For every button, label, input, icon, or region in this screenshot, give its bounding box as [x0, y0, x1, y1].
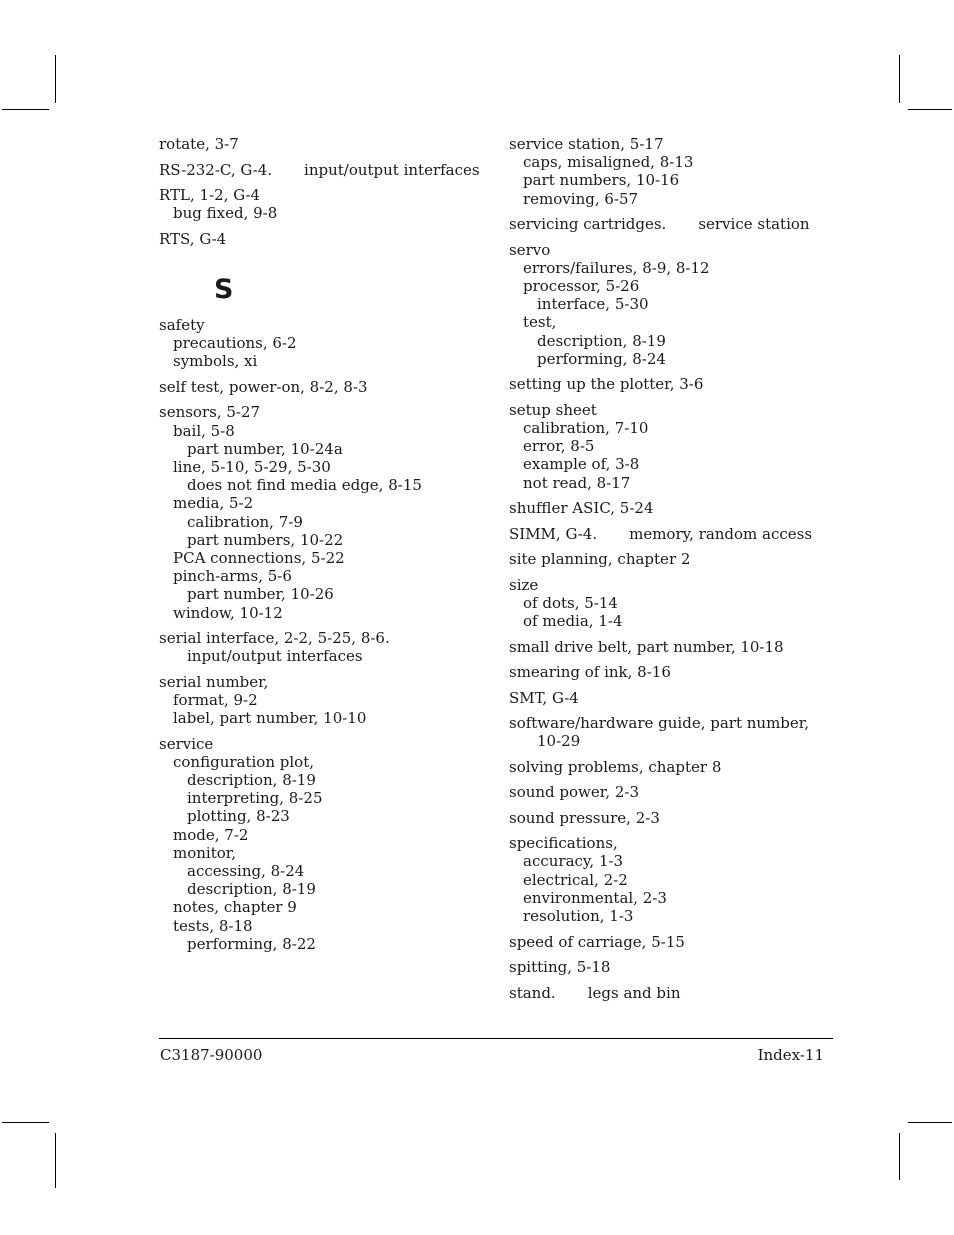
see-reference: legs and bin: [587, 983, 681, 1002]
index-term-text: part number, 10-24a: [187, 439, 343, 458]
index-term-text: solving problems, chapter 8: [509, 757, 722, 776]
index-subterm: [509, 889, 839, 907]
index-term-text: environmental, 2-3: [523, 888, 667, 907]
index-term-text: serial number,: [159, 672, 269, 691]
index-subterm: [509, 907, 839, 925]
index-term: [509, 663, 839, 681]
index-subterm: [159, 204, 489, 222]
index-subterm: [159, 531, 489, 549]
index-term: [159, 161, 489, 179]
index-subterm: [159, 862, 489, 880]
index-subterm: [509, 612, 839, 630]
index-entry: [509, 215, 839, 233]
index-subterm: [159, 647, 489, 665]
index-subterm: [509, 871, 839, 889]
index-term-text: part number, 10-26: [187, 585, 334, 604]
index-entry: [509, 758, 839, 776]
index-term-text: media, 5-2: [173, 494, 254, 513]
index-term-text: format, 9-2: [173, 690, 258, 709]
index-term-text: size: [509, 575, 539, 594]
index-subterm: [509, 350, 839, 368]
index-term-text: notes, chapter 9: [173, 898, 297, 917]
index-term-text: input/output interfaces: [187, 647, 363, 666]
index-subterm: [159, 352, 489, 370]
index-entry: [159, 161, 489, 179]
index-term: [509, 576, 839, 594]
index-entry: [509, 714, 839, 750]
index-subterm: [509, 455, 839, 473]
index-term-text: tests, 8-18: [173, 916, 253, 935]
index-term-text: pinch-arms, 5-6: [173, 567, 292, 586]
index-subterm: [159, 513, 489, 531]
index-entry: [509, 576, 839, 631]
index-subterm: [159, 691, 489, 709]
index-entry: [159, 673, 489, 728]
index-term-text: resolution, 1-3: [523, 907, 634, 926]
index-term: [509, 499, 839, 517]
crop-mark-top-right-h: [908, 109, 952, 110]
index-subterm: [509, 437, 839, 455]
index-subterm: [159, 549, 489, 567]
index-term-text: example of, 3-8: [523, 455, 640, 474]
index-term: [509, 834, 839, 852]
index-term: [509, 933, 839, 951]
index-term: [509, 638, 839, 656]
index-subterm: [159, 604, 489, 622]
index-entry: [509, 499, 839, 517]
index-term-text: self test, power-on, 8-2, 8-3: [159, 377, 368, 396]
index-term: [159, 735, 489, 753]
index-entry: [509, 834, 839, 925]
index-entry: [509, 135, 839, 208]
index-term-text: label, part number, 10-10: [173, 709, 367, 728]
index-term-text: description, 8-19: [187, 771, 316, 790]
index-term-text: bug fixed, 9-8: [173, 204, 278, 223]
index-term-text: window, 10-12: [173, 603, 283, 622]
crop-mark-top-left-v: [55, 55, 56, 103]
see-reference: memory, random access: [629, 524, 813, 543]
index-term: [159, 673, 489, 691]
index-term-text: configuration plot,: [173, 752, 314, 771]
index-term: [159, 403, 489, 421]
index-term-text: sound pressure, 2-3: [509, 808, 660, 827]
index-subterm: [159, 458, 489, 476]
index-term: [509, 689, 839, 707]
index-term: [509, 783, 839, 801]
index-subterm: [509, 259, 839, 277]
index-subterm: [509, 852, 839, 870]
index-subterm: [159, 422, 489, 440]
index-subterm: [509, 153, 839, 171]
index-subterm: [159, 771, 489, 789]
index-term-text: software/hardware guide, part number,: [509, 714, 810, 733]
index-term-text: part numbers, 10-22: [187, 530, 344, 549]
index-term-text: rotate, 3-7: [159, 135, 239, 153]
index-term-text: caps, misaligned, 8-13: [523, 153, 694, 172]
index-term-text: RTL, 1-2, G-4: [159, 186, 261, 204]
index-term-text: shuffler ASIC, 5-24: [509, 499, 654, 518]
crop-mark-bottom-left-v: [55, 1133, 56, 1188]
index-term-text: of media, 1-4: [523, 612, 623, 631]
index-term-text: speed of carriage, 5-15: [509, 932, 685, 951]
index-entry: [509, 550, 839, 568]
crop-mark-bottom-right-v: [899, 1133, 900, 1180]
see-reference: input/output interfaces: [304, 160, 480, 179]
index-subterm: [159, 826, 489, 844]
index-term-text: setting up the plotter, 3-6: [509, 375, 704, 394]
index-subterm: [159, 585, 489, 603]
index-term-text: does not find media edge, 8-15: [187, 476, 422, 495]
index-term: [509, 958, 839, 976]
index-term: [509, 135, 839, 153]
index-term: [159, 135, 489, 153]
index-entry: [159, 135, 489, 153]
index-term-text: smearing of ink, 8-16: [509, 663, 671, 682]
index-subterm: [159, 567, 489, 585]
index-subterm: [159, 807, 489, 825]
index-subterm: [159, 844, 489, 862]
index-term: [159, 316, 489, 334]
index-term: [509, 375, 839, 393]
index-entry: [159, 629, 489, 665]
index-subterm: [159, 753, 489, 771]
index-subterm: [159, 917, 489, 935]
index-term-text: bail, 5-8: [173, 421, 235, 440]
index-column-right: [509, 135, 839, 1009]
index-subterm: [509, 419, 839, 437]
index-term: [509, 984, 839, 1002]
index-term-text: monitor,: [173, 843, 237, 862]
footer-rule: [159, 1038, 833, 1039]
crop-mark-bottom-left-h: [2, 1122, 49, 1123]
index-entry: [159, 230, 489, 248]
index-entry: [159, 378, 489, 396]
index-term-text: safety: [159, 315, 205, 334]
index-term: [159, 629, 489, 647]
index-entry: [509, 375, 839, 393]
index-term-text: line, 5-10, 5-29, 5-30: [173, 457, 331, 476]
crop-mark-top-left-h: [2, 109, 49, 110]
index-term-text: symbols, xi: [173, 352, 258, 371]
footer-doc-number: C3187-90000: [160, 1046, 263, 1064]
index-term: [509, 241, 839, 259]
index-term: [509, 401, 839, 419]
index-term-text: PCA connections, 5-22: [173, 548, 345, 567]
index-term-text: service station, 5-17: [509, 135, 664, 153]
index-entry: [509, 241, 839, 368]
index-entry: [159, 403, 489, 621]
index-subterm: [509, 295, 839, 313]
index-subterm: [509, 171, 839, 189]
index-term-text: precautions, 6-2: [173, 334, 297, 353]
crop-mark-bottom-right-h: [908, 1122, 952, 1123]
index-term-text: description, 8-19: [537, 331, 666, 350]
index-term-text: servicing cartridges.: [509, 215, 667, 234]
index-term-text: part numbers, 10-16: [523, 171, 680, 190]
index-term-text: errors/failures, 8-9, 8-12: [523, 258, 710, 277]
index-term-text: performing, 8-24: [537, 349, 666, 368]
index-term: [509, 550, 839, 568]
index-term-text: service: [159, 734, 214, 753]
index-term: [509, 215, 839, 233]
index-entry: [159, 316, 489, 371]
index-entry: [509, 663, 839, 681]
index-subterm: [159, 898, 489, 916]
index-entry: [509, 689, 839, 707]
index-term-text: site planning, chapter 2: [509, 550, 691, 569]
index-subterm: [159, 440, 489, 458]
index-term-text: interpreting, 8-25: [187, 789, 323, 808]
index-column-left: [159, 135, 489, 960]
index-term: [159, 186, 489, 204]
index-term-text: not read, 8-17: [523, 473, 631, 492]
index-term-text: SIMM, G-4.: [509, 524, 598, 543]
index-entry: [509, 525, 839, 543]
index-subterm: [509, 594, 839, 612]
section-heading: S: [214, 273, 234, 305]
index-term-text: 10-29: [537, 732, 581, 751]
index-term-text: small drive belt, part number, 10-18: [509, 637, 784, 656]
index-term-text: RTS, G-4: [159, 229, 227, 248]
index-term: [509, 525, 839, 543]
index-term: [509, 809, 839, 827]
index-term: [509, 758, 839, 776]
index-term-text: plotting, 8-23: [187, 807, 290, 826]
index-term-text: of dots, 5-14: [523, 593, 618, 612]
index-term-text: stand.: [509, 983, 556, 1002]
index-subterm: [509, 313, 839, 331]
index-term-text: interface, 5-30: [537, 295, 649, 314]
index-term-text: processor, 5-26: [523, 277, 640, 296]
index-term: [159, 378, 489, 396]
index-subterm: [509, 332, 839, 350]
index-subterm: [159, 494, 489, 512]
index-term-text: sound power, 2-3: [509, 783, 639, 802]
index-entry: [509, 958, 839, 976]
index-subterm: [159, 935, 489, 953]
index-term-text: electrical, 2-2: [523, 870, 628, 889]
index-term-text: spitting, 5-18: [509, 958, 611, 977]
index-term-text: sensors, 5-27: [159, 403, 261, 422]
index-subterm: [509, 277, 839, 295]
index-subterm: [159, 476, 489, 494]
index-term: [509, 714, 839, 732]
index-term-text: removing, 6-57: [523, 189, 639, 208]
index-subterm: [509, 732, 839, 750]
index-subterm: [159, 880, 489, 898]
index-subterm: [509, 474, 839, 492]
index-term-text: RS-232-C, G-4.: [159, 160, 273, 179]
index-entry: [159, 186, 489, 222]
index-term-text: SMT, G-4: [509, 688, 579, 707]
index-entry: [509, 783, 839, 801]
index-term-text: setup sheet: [509, 400, 597, 419]
index-term-text: serial interface, 2-2, 5-25, 8-6.: [159, 629, 390, 648]
index-subterm: [159, 709, 489, 727]
index-term-text: performing, 8-22: [187, 934, 316, 953]
index-term-text: calibration, 7-10: [523, 419, 649, 438]
index-term-text: accuracy, 1-3: [523, 852, 624, 871]
index-term-text: calibration, 7-9: [187, 512, 303, 531]
index-subterm: [509, 190, 839, 208]
index-subterm: [159, 789, 489, 807]
index-entry: [509, 984, 839, 1002]
footer-page-label: Index-11: [757, 1046, 824, 1064]
index-entry: [509, 933, 839, 951]
crop-mark-top-right-v: [899, 55, 900, 103]
index-entry: [509, 809, 839, 827]
index-entry: [509, 638, 839, 656]
index-term-text: mode, 7-2: [173, 825, 249, 844]
index-term-text: test,: [523, 313, 557, 332]
index-entry: [159, 735, 489, 953]
index-term-text: servo: [509, 240, 551, 259]
see-reference: service station: [698, 215, 810, 234]
index-term: [159, 230, 489, 248]
index-term-text: description, 8-19: [187, 880, 316, 899]
index-entry: [509, 401, 839, 492]
index-subterm: [159, 334, 489, 352]
index-term-text: specifications,: [509, 834, 618, 853]
index-term-text: accessing, 8-24: [187, 862, 305, 881]
index-term-text: error, 8-5: [523, 437, 595, 456]
